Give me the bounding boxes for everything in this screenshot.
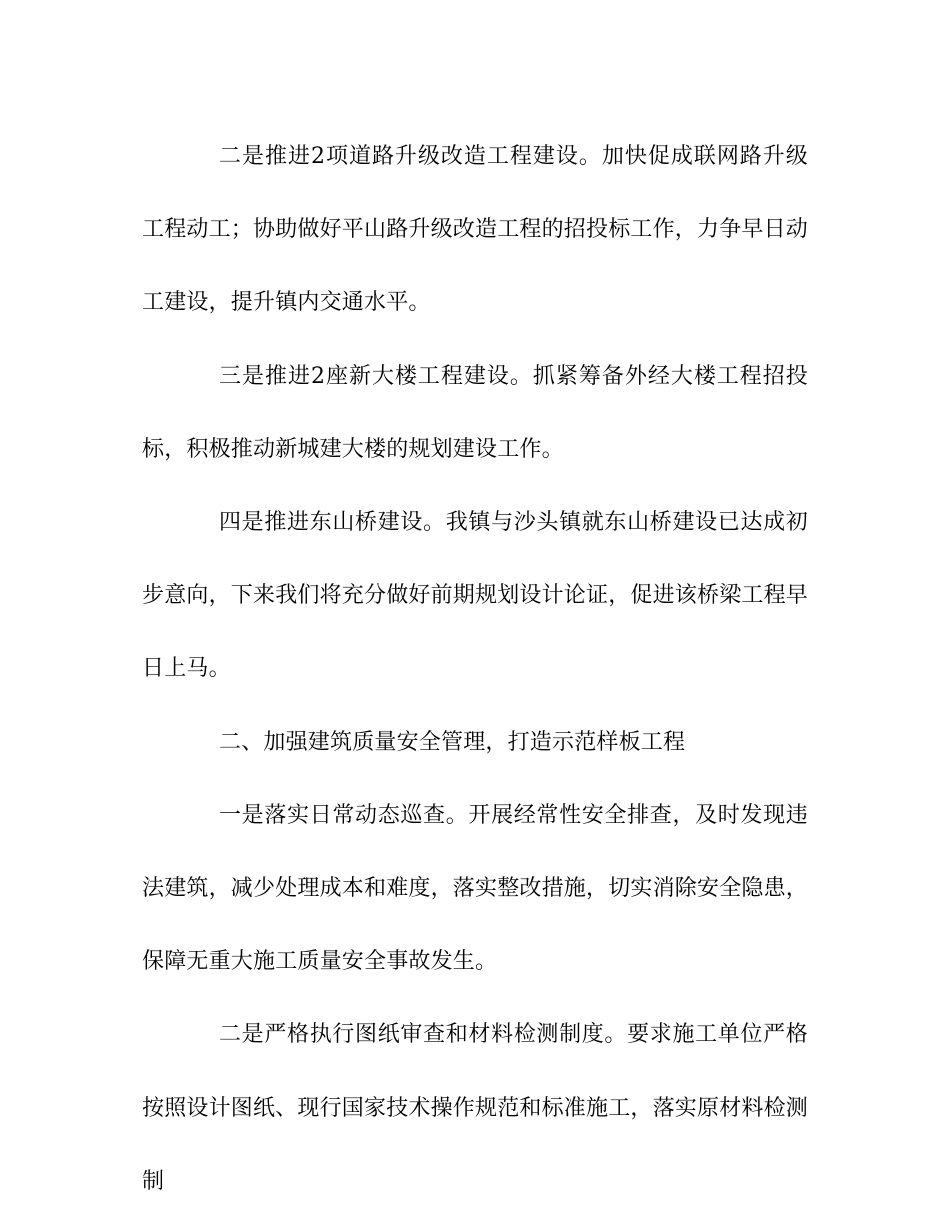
section-heading-quality-safety: 二、加强建筑质量安全管理，打造示范样板工程 [219,729,686,755]
paragraph-new-buildings: 三是推进2座新大楼工程建设。抓紧筹备外经大楼工程招投标，积极推动新城建大楼的规划建设工作。 [142,363,808,462]
paragraph-dongshan-bridge: 四是推进东山桥建设。我镇与沙头镇就东山桥建设已达成初步意向，下来我们将充分做好前期规划设计论证，促进该桥梁工程早日上马。 [142,510,809,682]
document-body [142,120,808,1218]
paragraph-drawing-review: 二是严格执行图纸审查和材料检测制度。要求施工单位严格按照设计图纸、现行国家技术操作规范和标准施工，落实原材料检测制 [142,1022,809,1194]
paragraph-road-upgrade: 二是推进2项道路升级改造工程建设。加快促成联网路升级工程动工；协助做好平山路升级改造工程的招投标工作，力争早日动工建设，提升镇内交通水平。 [142,144,809,316]
paragraph-daily-inspection: 一是落实日常动态巡查。开展经常性安全排查，及时发现违法建筑，减少处理成本和难度，落实整改措施，切实消除安全隐患，保障无重大施工质量安全事故发生。 [142,802,809,975]
